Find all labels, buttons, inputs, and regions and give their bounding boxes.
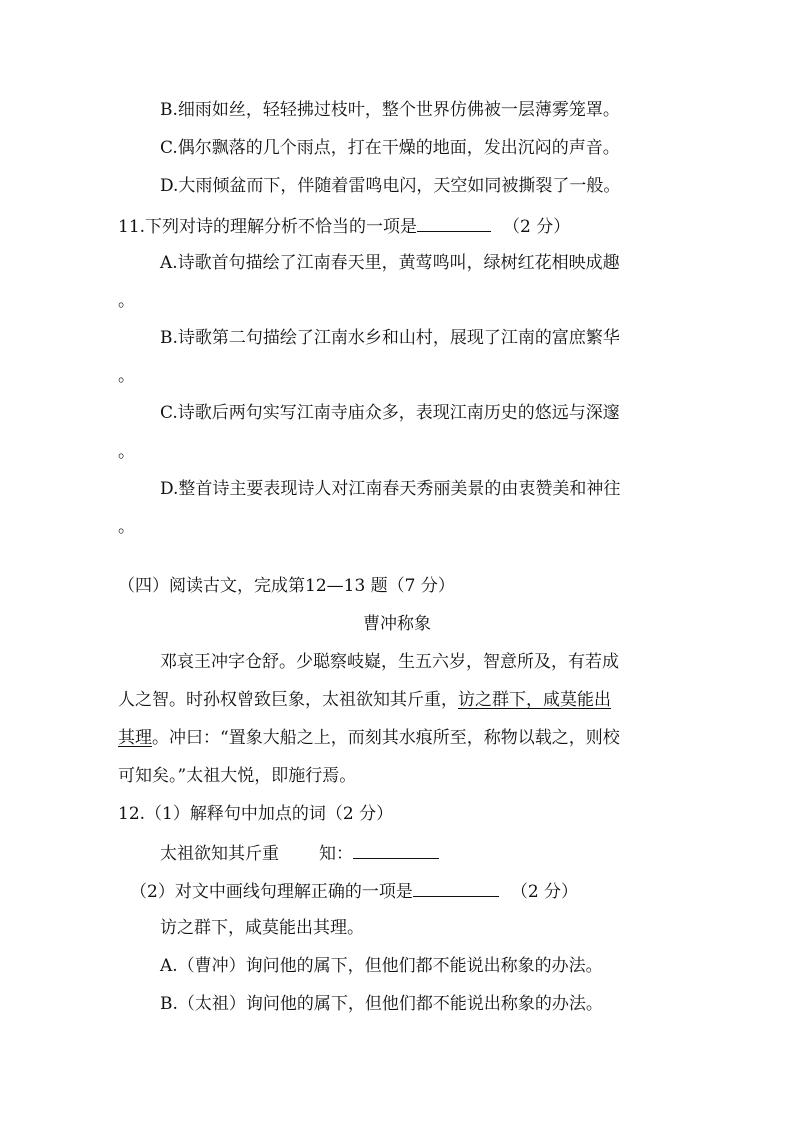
passage-line-3-text: 。冲曰：“置象大船之上，而刻其水痕所至，称物以载之，则校 [152, 728, 620, 748]
q12-option-a: A.（曹冲）询问他的属下，但他们都不能说出称象的办法。 [160, 956, 603, 976]
passage-line-2-text: 人之智。时孙权曾致巨象，太祖欲知其斤重， [118, 690, 458, 710]
q11-stem-text: 11.下列对诗的理解分析不恰当的一项是 [118, 217, 418, 237]
q12-part1-stem: 12.（1）解释句中加点的词（2 分） [118, 804, 394, 824]
section-heading: （四）阅读古文，完成第12—13 题（7 分） [118, 576, 455, 596]
q12-part2-score: （2 分） [510, 882, 579, 902]
q10-option-c: C.偶尔飘落的几个雨点，打在干燥的地面，发出沉闷的声音。 [160, 138, 620, 158]
q10-option-b: B.细雨如丝，轻轻拂过枝叶，整个世界仿佛被一层薄雾笼罩。 [160, 100, 620, 120]
q12-word-label: 知： [319, 844, 353, 864]
q10-option-d: D.大雨倾盆而下，伴随着雷鸣电闪，天空如同被撕裂了一般。 [160, 176, 621, 196]
q11-option-b: B.诗歌第二句描绘了江南水乡和山村，展现了江南的富庶繁华 [160, 328, 620, 348]
q12-option-b: B.（太祖）询问他的属下，但他们都不能说出称象的办法。 [160, 994, 603, 1014]
q12-part2-answer-blank[interactable] [413, 878, 499, 897]
q12-sentence: 太祖欲知其斤重 [160, 844, 279, 864]
q11-option-d: D.整首诗主要表现诗人对江南春天秀丽美景的由衷赞美和神往 [160, 479, 621, 499]
passage-title: 曹冲称象 [363, 614, 431, 634]
q12-part2-stem [130, 878, 578, 904]
underlined-sentence-part-2: 其理 [118, 728, 152, 748]
q11-score: （2 分） [503, 217, 571, 237]
passage-line-1: 邓哀王冲字仓舒。少聪察岐嶷，生五六岁，智意所及，有若成 [160, 652, 619, 672]
q11-answer-blank[interactable] [417, 213, 491, 232]
q11-option-d-period: 。 [118, 517, 135, 537]
underlined-sentence-part-1: 访之群下，咸莫能出 [458, 690, 611, 710]
q11-option-a-period: 。 [118, 291, 135, 311]
passage-line-3 [118, 726, 620, 750]
passage-line-2 [118, 688, 611, 712]
q11-stem [118, 213, 570, 239]
q11-option-c: C.诗歌后两句实写江南寺庙众多，表现江南历史的悠远与深邃 [160, 403, 620, 423]
q11-option-b-period: 。 [118, 366, 135, 386]
q12-part2-stem-text: （2）对文中画线句理解正确的一项是 [130, 882, 413, 902]
q12-word-answer-blank[interactable] [353, 840, 439, 859]
q12-part1-item [160, 840, 439, 866]
q12-quoted-sentence: 访之群下，咸莫能出其理。 [160, 918, 364, 938]
q11-option-c-period: 。 [118, 442, 135, 462]
passage-line-4: 可知矣。”太祖大悦，即施行焉。 [118, 766, 357, 786]
q11-option-a: A.诗歌首句描绘了江南春天里，黄莺鸣叫，绿树红花相映成趣 [160, 253, 620, 273]
